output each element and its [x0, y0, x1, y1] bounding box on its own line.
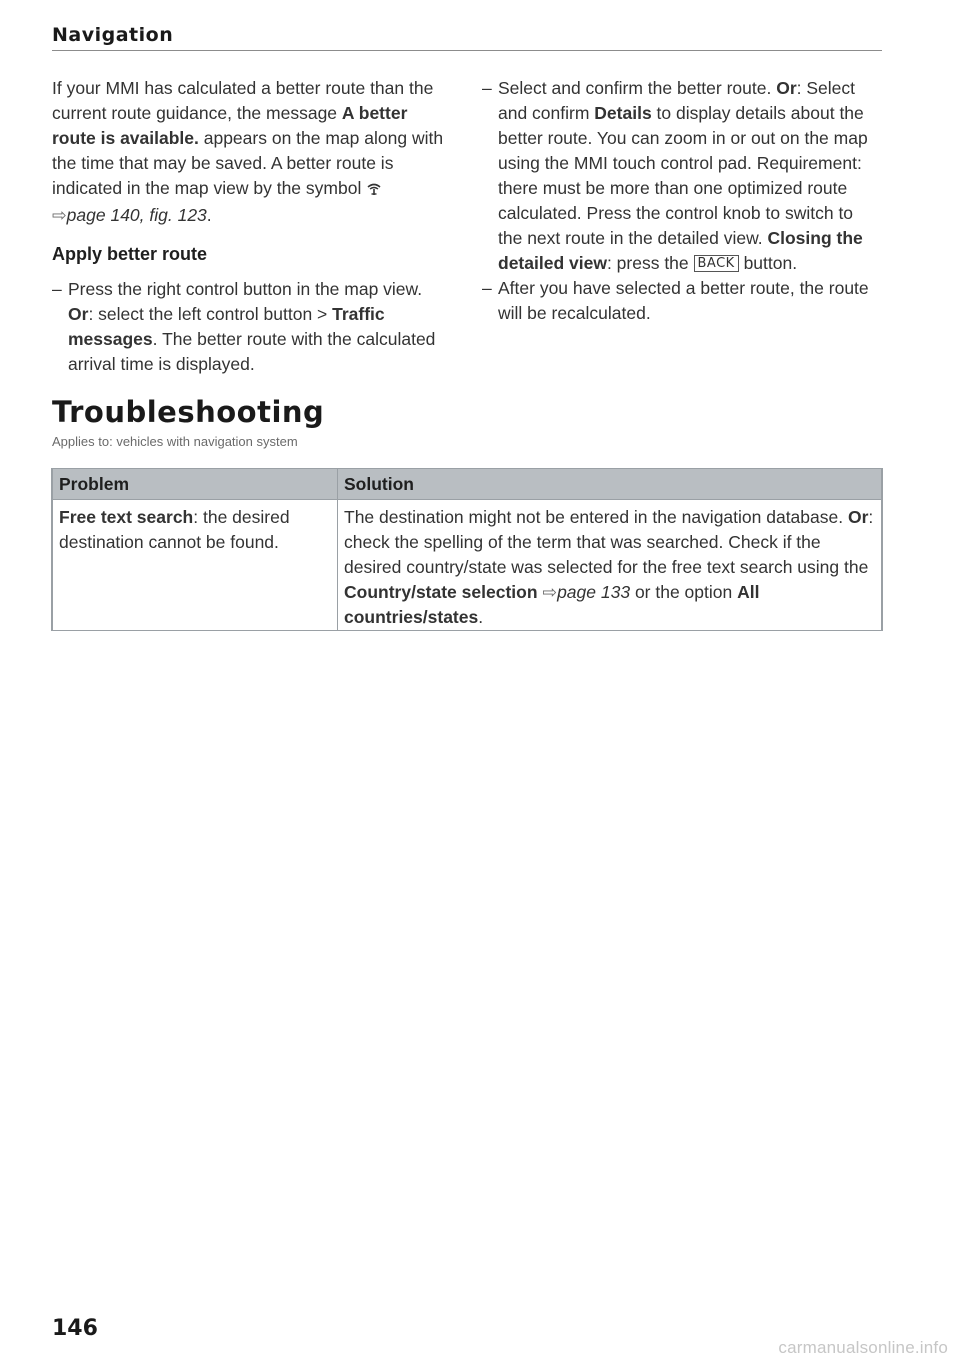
- solution-text: or the option: [630, 582, 738, 602]
- page-header: [52, 24, 882, 51]
- step-text: button.: [738, 253, 798, 273]
- page-number: 146: [52, 1316, 98, 1341]
- right-column: [482, 76, 882, 326]
- list-item: [52, 277, 452, 377]
- list-dash: –: [482, 278, 492, 298]
- page-ref-arrow: ⇨: [52, 205, 67, 225]
- column-header-solution: Solution: [338, 469, 883, 500]
- step-text: : select the left control button >: [88, 304, 333, 324]
- page-ref-link[interactable]: page 133: [557, 582, 631, 602]
- apply-better-route-heading: Apply better route: [52, 244, 208, 264]
- page-ref-link[interactable]: page 140, fig. 123: [66, 205, 207, 225]
- intro-text-1: If your MMI has calculated a better route than the current route guidance, the message: [52, 78, 434, 123]
- intro-paragraph: [52, 76, 452, 228]
- table-row: [52, 500, 882, 631]
- solution-cell: [338, 500, 883, 631]
- step-text: Press the right control button in the map view.: [68, 279, 423, 299]
- solution-bold: Or: [847, 507, 869, 527]
- solution-text: The destination might not be entered in the navigation database.: [344, 507, 848, 527]
- closing-detailed-view-label: Closing the detailed view: [498, 228, 863, 273]
- step-text: . The better route with the calculated arrival time is displayed.: [68, 329, 436, 374]
- problem-bold: Free text search: [59, 507, 194, 527]
- troubleshooting-table: [51, 468, 883, 631]
- table-header-row: [52, 469, 882, 500]
- solution-text: : check the spelling of the term that was searched. Check if the desired country/state was selected for the free text search using the: [344, 507, 874, 577]
- list-item: [482, 276, 882, 326]
- intro-text-2: appears on the map along with the time that may be saved. A better route is indicated in the map view by the symbol: [52, 128, 444, 198]
- country-state-selection-label: Country/state selection: [344, 582, 538, 602]
- list-item: [482, 76, 882, 276]
- problem-cell: [52, 500, 338, 631]
- list-dash: –: [52, 279, 62, 299]
- step-text: to display details about the better route. You can zoom in or out on the map using the MMI touch control pad. Requirement: there must be more than one optimized route calculated. Press the control knob to switch to the next route in the detailed view.: [498, 103, 868, 248]
- solution-end: .: [478, 607, 484, 627]
- left-column: [52, 76, 452, 377]
- list-dash: –: [482, 78, 492, 98]
- step-text: After you have selected a better route, the route will be recalculated.: [498, 278, 869, 323]
- intro-end: .: [206, 205, 212, 225]
- step-text: : press the: [606, 253, 694, 273]
- step-bold: Or: [776, 78, 797, 98]
- step-text: : Select and confirm: [498, 78, 856, 123]
- details-label: Details: [594, 103, 652, 123]
- header-rule: [52, 50, 882, 51]
- traffic-messages-label: Traffic messages: [68, 304, 385, 349]
- route-symbol-icon: [366, 178, 382, 203]
- better-route-message: A better route is available.: [52, 103, 408, 148]
- applies-to-note: Applies to: vehicles with navigation system: [52, 434, 298, 449]
- step-text: Select and confirm the better route.: [498, 78, 777, 98]
- all-countries-label: All countries/states: [344, 582, 760, 627]
- watermark: carmanualsonline.info: [778, 1338, 948, 1357]
- step-bold: Or: [68, 304, 89, 324]
- page-ref-arrow: ⇨: [542, 582, 558, 602]
- column-header-problem: Problem: [52, 469, 338, 500]
- section-title: Navigation: [52, 24, 174, 46]
- problem-text: : the desired destination cannot be found.: [59, 507, 290, 552]
- troubleshooting-heading: Troubleshooting: [52, 395, 325, 429]
- back-key-label: BACK: [694, 255, 739, 272]
